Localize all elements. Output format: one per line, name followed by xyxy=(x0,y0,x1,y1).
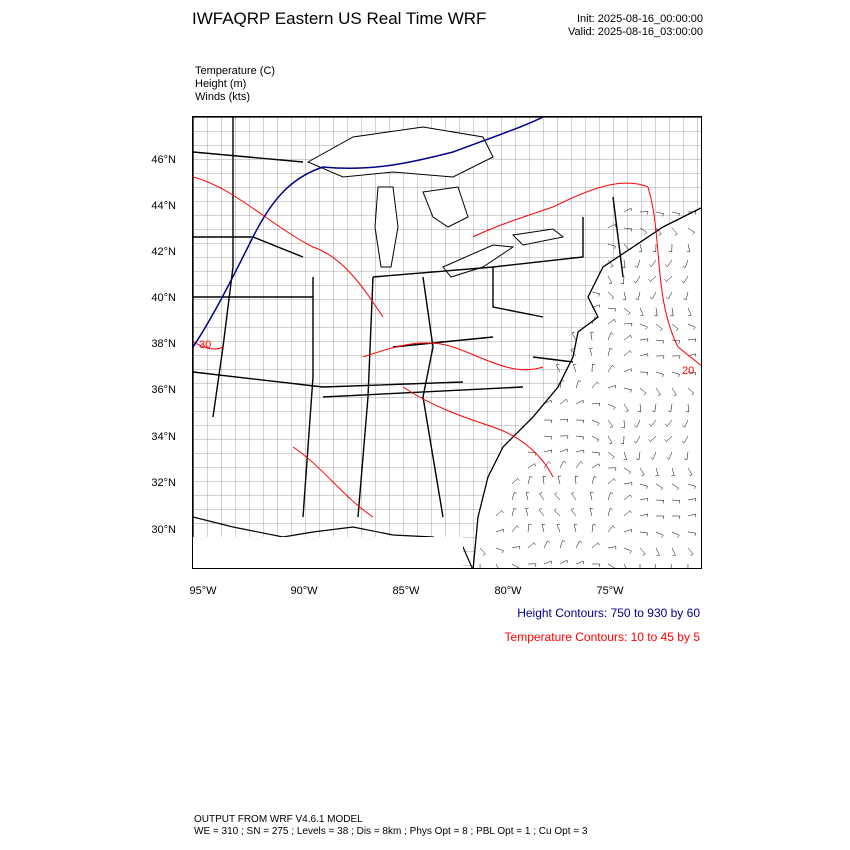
wind-barb xyxy=(608,276,612,284)
temp-label-east: 20 xyxy=(682,365,695,377)
wind-barb xyxy=(576,462,583,469)
wind-barb xyxy=(512,508,517,516)
wind-barb xyxy=(668,404,672,412)
lon-tick-label: 80°W xyxy=(494,585,522,597)
wind-barb xyxy=(634,436,640,443)
wind-barb xyxy=(640,308,643,316)
wind-barb xyxy=(684,452,688,460)
wind-barb xyxy=(544,420,552,423)
wind-barb xyxy=(592,476,597,484)
wind-barb xyxy=(655,468,658,476)
wind-barb xyxy=(608,564,615,569)
map-canvas xyxy=(193,117,702,569)
wind-barb xyxy=(623,292,626,300)
wind-barb xyxy=(576,380,581,388)
height-contours-note: Height Contours: 750 to 930 by 60 xyxy=(517,606,700,620)
wind-barb xyxy=(539,492,544,500)
wind-barb xyxy=(671,468,674,476)
wind-barb xyxy=(624,564,628,569)
wind-barb xyxy=(649,420,656,426)
wind-barb xyxy=(672,356,680,359)
wind-barb xyxy=(512,546,520,549)
wind-barb xyxy=(554,509,560,516)
wind-barb xyxy=(608,292,614,299)
wind-barb xyxy=(560,419,568,422)
lat-tick-label: 30°N xyxy=(151,524,176,536)
wind-barb xyxy=(656,324,662,331)
wind-barb xyxy=(688,484,696,489)
lat-tick-label: 44°N xyxy=(151,200,176,212)
wind-barb xyxy=(576,436,584,440)
wind-barb xyxy=(496,564,500,569)
wind-barb xyxy=(640,372,648,375)
wind-barb xyxy=(592,464,600,468)
wind-barb xyxy=(634,276,640,283)
wind-barb xyxy=(608,308,616,312)
wind-barb xyxy=(672,548,676,556)
wind-barb xyxy=(685,564,688,569)
wind-barb xyxy=(656,372,664,377)
wind-barb xyxy=(688,388,694,395)
wind-barb xyxy=(591,332,594,340)
wind-barb xyxy=(477,564,480,569)
wind-barb xyxy=(543,476,546,484)
wind-barb xyxy=(560,560,568,564)
map-panel xyxy=(192,116,702,569)
footer-line-2: WE = 310 ; SN = 275 ; Levels = 38 ; Dis = 8km ; Phys Opt = 8 ; PBL Opt = 1 ; Cu Opt = 3 xyxy=(194,826,588,837)
wind-barb xyxy=(592,452,600,456)
wind-barb xyxy=(672,516,680,519)
wind-barb xyxy=(608,436,612,444)
wind-barb xyxy=(666,292,672,299)
wind-barb xyxy=(682,276,688,283)
wind-barb xyxy=(651,452,657,459)
temp-label-west: 30 xyxy=(199,339,212,351)
wind-barb xyxy=(528,464,536,468)
wind-barb xyxy=(528,543,535,548)
wind-barb xyxy=(624,483,632,486)
wind-barb xyxy=(672,532,679,538)
wind-barb xyxy=(624,529,632,532)
wind-barb xyxy=(672,228,677,235)
wind-barb xyxy=(560,461,566,468)
wind-barb xyxy=(539,508,544,516)
lat-tick-label: 46°N xyxy=(151,154,176,166)
wind-barb xyxy=(608,508,613,516)
wind-barb xyxy=(592,382,599,388)
wind-barb xyxy=(665,436,672,442)
wind-barb xyxy=(636,292,641,300)
time-info xyxy=(520,13,703,39)
wind-barb xyxy=(688,324,695,330)
wind-barb xyxy=(665,276,672,282)
wind-barb xyxy=(636,452,640,460)
wind-barb xyxy=(656,388,661,396)
wind-barb xyxy=(665,420,672,426)
wind-barb xyxy=(512,478,519,484)
wind-barb xyxy=(656,340,664,344)
model-footer xyxy=(194,814,587,838)
wind-barb xyxy=(592,436,599,442)
wind-barb xyxy=(688,532,696,536)
wind-barb xyxy=(634,420,640,427)
wind-barb xyxy=(544,541,550,548)
lon-tick-label: 90°W xyxy=(290,585,318,597)
wind-barb xyxy=(672,500,680,503)
wind-barb xyxy=(683,260,688,268)
wind-barb xyxy=(575,476,578,484)
lat-tick-label: 34°N xyxy=(151,431,176,443)
wind-barb xyxy=(512,492,517,500)
lat-tick-label: 40°N xyxy=(151,292,176,304)
wind-barb xyxy=(608,404,615,410)
wind-barb xyxy=(480,548,485,555)
wind-barb xyxy=(528,476,533,484)
wind-barb xyxy=(560,540,565,548)
wind-barb xyxy=(640,498,648,501)
wind-barb xyxy=(608,468,616,471)
wind-barb xyxy=(640,514,648,517)
wind-barb xyxy=(688,498,696,501)
wind-barb xyxy=(651,564,656,569)
wind-barb xyxy=(656,532,663,538)
wind-barb xyxy=(640,354,648,357)
wind-barb xyxy=(592,403,600,406)
wind-barb xyxy=(686,404,689,412)
wind-barb xyxy=(622,420,625,428)
wind-barb xyxy=(624,452,627,460)
wind-barb xyxy=(672,324,678,331)
lat-tick-label: 32°N xyxy=(151,477,176,489)
valid-time: Valid: 2025-08-16_03:00:00 xyxy=(568,26,703,38)
init-time: Init: 2025-08-16_00:00:00 xyxy=(577,13,703,25)
lat-tick-label: 42°N xyxy=(151,246,176,258)
lat-tick-label: 38°N xyxy=(151,338,176,350)
wind-barb xyxy=(624,335,632,340)
wind-barb xyxy=(592,292,600,297)
lat-tick-label: 36°N xyxy=(151,384,176,396)
wind-barb xyxy=(624,548,631,554)
wind-barb xyxy=(558,476,561,484)
wind-barb xyxy=(640,548,645,555)
wind-barb xyxy=(682,436,688,443)
wind-barb xyxy=(572,492,577,500)
wind-barb xyxy=(640,388,646,395)
wind-barb xyxy=(544,450,552,453)
wind-barb xyxy=(576,561,584,564)
wind-barb xyxy=(687,244,690,252)
wind-barb xyxy=(592,420,599,426)
wind-barb xyxy=(592,564,600,567)
wind-barb xyxy=(688,308,691,316)
wind-barb xyxy=(621,276,624,284)
wind-barb xyxy=(608,452,614,459)
wind-barb xyxy=(624,308,630,315)
wind-barb xyxy=(667,564,672,569)
wind-barb xyxy=(638,404,641,412)
wind-barb xyxy=(649,260,656,267)
wind-barb xyxy=(590,348,593,356)
wind-barb xyxy=(688,468,692,476)
wind-barb xyxy=(637,564,640,569)
wind-barb xyxy=(669,244,672,252)
wind-barb xyxy=(528,524,532,532)
wind-barb xyxy=(672,388,676,396)
wind-barb xyxy=(608,547,616,550)
field-height: Height (m) xyxy=(195,78,247,90)
wind-barb xyxy=(590,508,593,516)
wind-barb xyxy=(624,511,631,516)
wind-barb xyxy=(688,514,696,517)
wind-barb xyxy=(560,399,568,404)
land-area xyxy=(193,117,702,569)
wind-barb xyxy=(590,492,593,500)
wind-barb xyxy=(652,404,656,412)
wind-barb xyxy=(688,228,695,235)
wind-barb xyxy=(496,529,504,532)
wind-barb xyxy=(667,452,673,459)
wind-barb xyxy=(592,543,599,548)
wind-barb xyxy=(528,564,536,567)
wind-barb xyxy=(624,495,632,500)
wind-barb xyxy=(649,436,656,442)
wind-barb xyxy=(624,369,632,372)
wind-barb xyxy=(512,564,519,569)
wind-barb xyxy=(656,500,664,503)
wind-barb xyxy=(640,339,648,342)
wind-barb xyxy=(683,292,688,300)
wind-barb xyxy=(654,308,657,316)
wind-barb xyxy=(608,420,613,428)
lon-tick-label: 75°W xyxy=(596,585,624,597)
wind-barb xyxy=(608,479,615,485)
wind-barb xyxy=(639,244,642,252)
wind-barb xyxy=(635,260,640,268)
wind-barb xyxy=(665,260,672,267)
wind-barb xyxy=(576,400,584,404)
wind-barb xyxy=(526,492,529,500)
lon-tick-label: 95°W xyxy=(189,585,217,597)
wind-barb xyxy=(656,356,664,359)
field-winds: Winds (kts) xyxy=(195,91,250,103)
wind-barb xyxy=(557,524,560,532)
wind-barb xyxy=(653,244,656,252)
wind-barb xyxy=(526,508,529,516)
wind-barb xyxy=(624,388,632,393)
lon-tick-label: 85°W xyxy=(392,585,420,597)
wind-barb xyxy=(682,420,688,427)
wind-barb xyxy=(656,516,664,519)
wind-barb xyxy=(670,308,673,316)
wind-barb xyxy=(650,292,656,299)
wind-barb xyxy=(576,450,584,453)
wind-barb xyxy=(656,484,663,490)
wind-barb xyxy=(649,276,656,282)
wind-barb xyxy=(608,333,614,340)
wind-barb xyxy=(544,561,552,564)
wind-barb xyxy=(624,323,632,326)
footer-line-1: OUTPUT FROM WRF V4.6.1 MODEL xyxy=(194,814,363,825)
wind-barb xyxy=(574,524,577,532)
wind-barb xyxy=(576,541,582,548)
wind-barb xyxy=(640,324,647,330)
wind-barb xyxy=(608,526,615,532)
wind-barb xyxy=(608,492,613,500)
wind-barb xyxy=(621,436,624,444)
wind-barb xyxy=(640,484,648,489)
wind-barb xyxy=(608,385,616,388)
wind-barb xyxy=(640,532,648,536)
map-title: IWFAQRP Eastern US Real Time WRF xyxy=(192,9,487,28)
temperature-contours-note: Temperature Contours: 10 to 45 by 5 xyxy=(504,630,700,644)
field-temperature: Temperature (C) xyxy=(195,65,276,77)
wind-barb xyxy=(608,348,613,356)
wind-barb xyxy=(542,524,545,532)
wind-barb xyxy=(688,339,696,342)
wind-barb xyxy=(592,524,596,532)
wind-barb xyxy=(592,364,595,372)
wind-barb xyxy=(624,468,631,474)
wind-barb xyxy=(624,404,628,412)
wind-barb xyxy=(672,372,680,377)
wind-barb xyxy=(656,548,660,556)
wind-barb xyxy=(624,351,631,357)
wind-barb xyxy=(608,365,614,372)
wind-barb xyxy=(496,510,503,516)
wind-barb xyxy=(576,420,584,423)
wind-barb xyxy=(560,449,568,452)
wind-barb xyxy=(560,436,568,439)
wind-barb xyxy=(688,548,693,556)
wind-barb xyxy=(622,260,625,268)
wind-barb xyxy=(608,319,616,324)
wind-barb xyxy=(573,364,576,372)
wind-barb xyxy=(640,468,644,476)
field-list xyxy=(195,65,275,104)
wind-barb xyxy=(496,548,504,553)
wind-barb xyxy=(512,526,519,532)
wind-barb xyxy=(571,508,576,516)
wind-barb xyxy=(544,436,552,440)
gulf-water xyxy=(193,537,463,569)
wind-barb xyxy=(555,493,560,500)
wind-barb xyxy=(672,484,679,490)
